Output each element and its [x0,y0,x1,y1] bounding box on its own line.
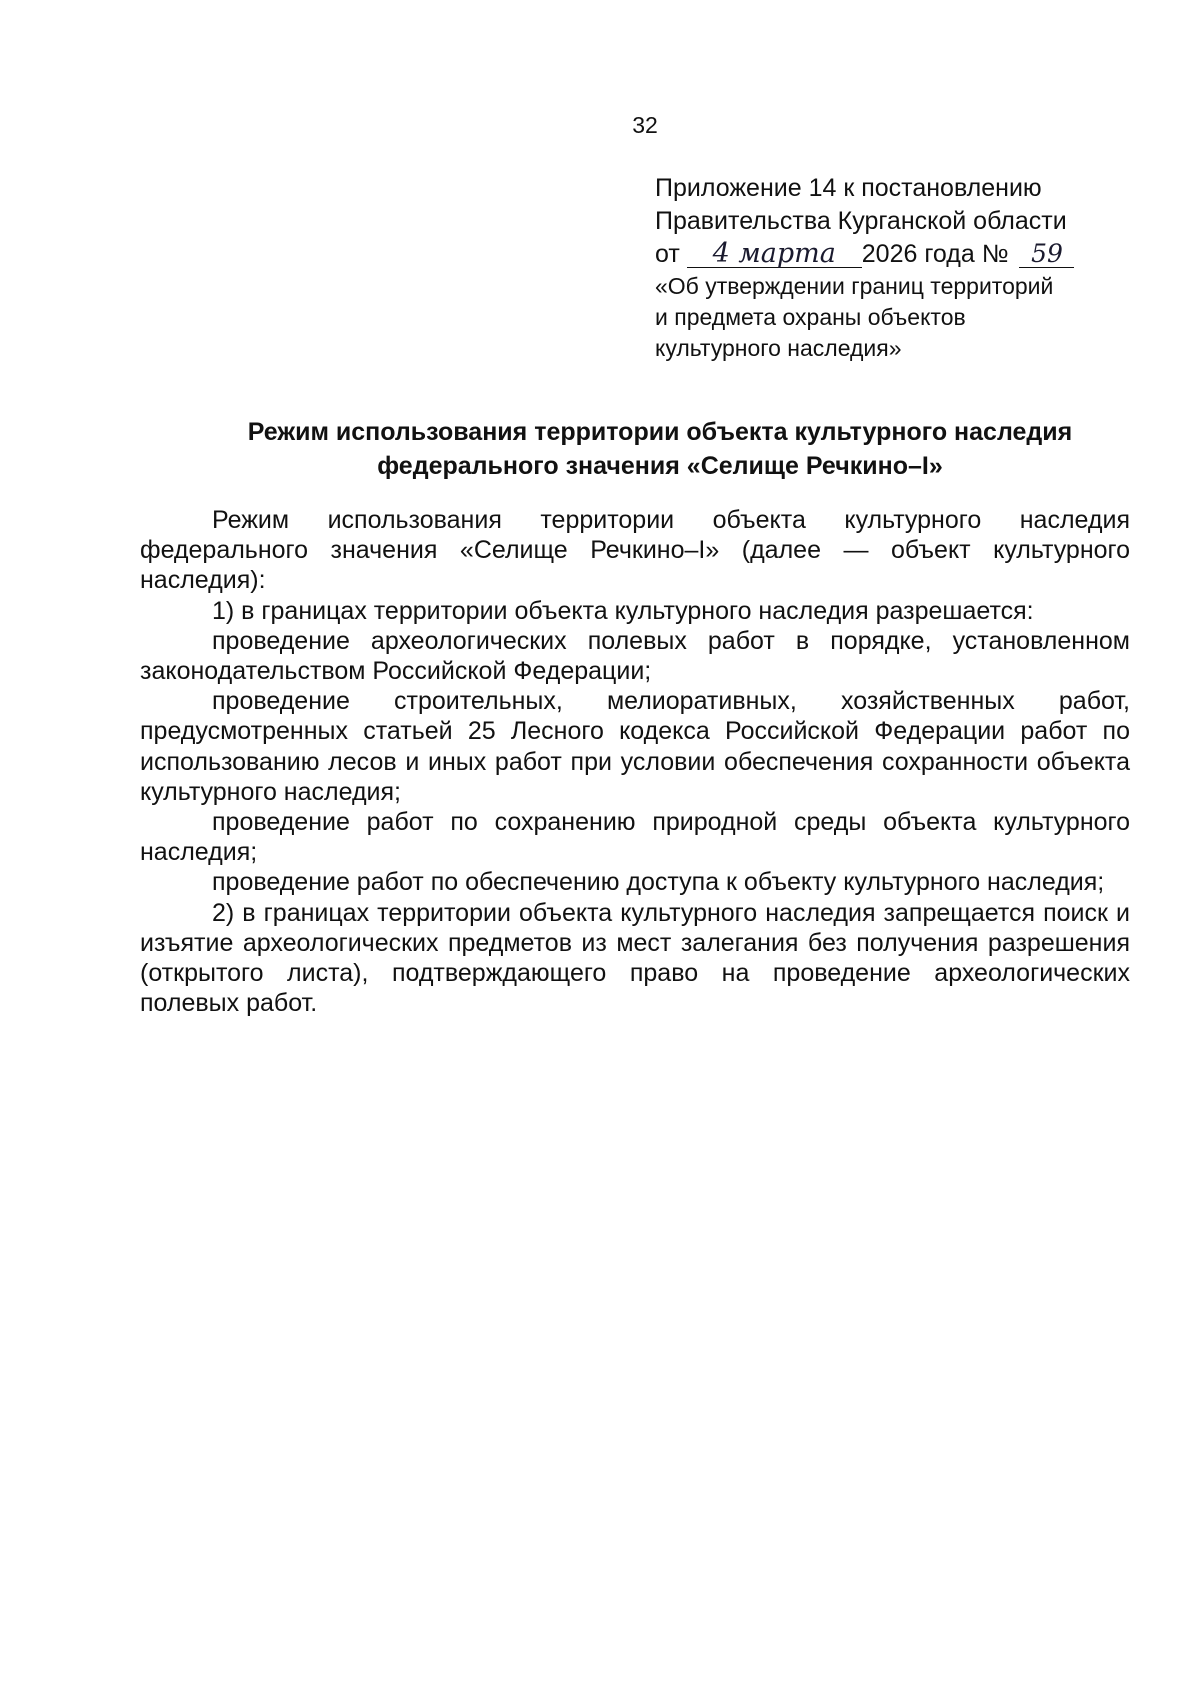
title-line-1: Режим использования территории объекта культурного наследия [247,418,1073,446]
document-body [140,505,1130,1018]
appendix-line-5: и предмета охраны объектов [655,304,966,330]
appendix-line-4: «Об утверждении границ территорий [655,273,1054,299]
paragraph-construction-works: проведение строительных, мелиоративных, хозяйственных работ, предусмотренных статьей 25 Лесного кодекса Российской Федерации работ по использованию лесов и иных работ при условии обеспечения сохранности объекта культурного наследия; [140,687,1130,806]
paragraph-item-2: 2) в границах территории объекта культурного наследия запрещается поиск и изъятие археологических предметов из мест залегания без получения разрешения (открытого листа), подтверждающего право на проведение археологических полевых работ. [140,898,1130,1018]
appendix-line-6: культурного наследия» [655,335,902,361]
document-title [180,415,1140,483]
paragraph-item-1: 1) в границах территории объекта культурного наследия разрешается: [212,596,1034,625]
paragraph-archaeological-works: проведение археологических полевых работ в порядке, установленном законодательством Российской Федерации; [140,626,1130,686]
title-line-2: федерального значения «Селище Речкино–I» [377,452,943,480]
appendix-header [655,172,1125,364]
appendix-line-2: Правительства Курганской области [655,207,1067,235]
page-number: 32 [632,112,658,138]
handwritten-number: 59 [1019,241,1074,268]
appendix-line-1: Приложение 14 к постановлению [655,174,1042,202]
paragraph-intro: Режим использования территории объекта культурного наследия федерального значения «Селище Речкино–I» (далее — объект культурного наследия): [140,506,1130,595]
paragraph-access-works: проведение работ по обеспечению доступа к объекту культурного наследия; [212,868,1105,897]
appendix-date-line [655,238,1125,271]
date-prefix: от [655,240,680,268]
year-text: 2026 года № [861,240,1009,268]
paragraph-natural-environment: проведение работ по сохранению природной среды объекта культурного наследия; [140,808,1130,867]
handwritten-date: 4 марта [687,241,862,268]
